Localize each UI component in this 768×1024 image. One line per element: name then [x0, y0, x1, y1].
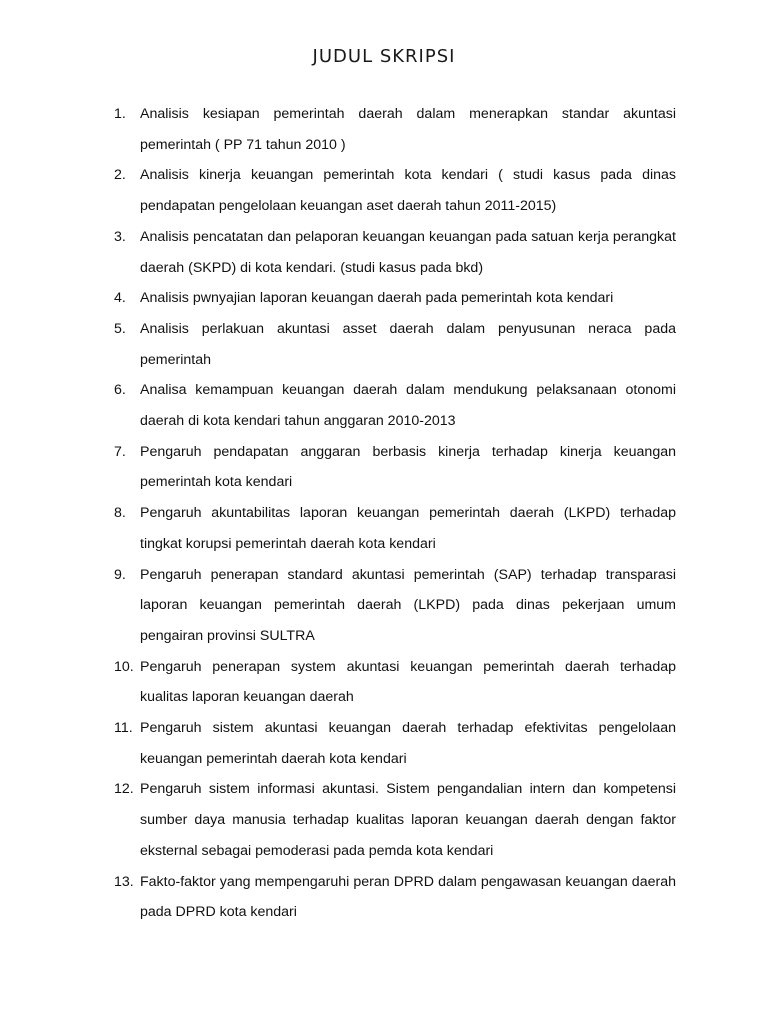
- list-item-number: 11.: [114, 720, 133, 737]
- list-item: [114, 652, 676, 713]
- list-item-text: Analisis kinerja keuangan pemerintah kota kendari ( studi kasus pada dinas pendapatan pengelolaan keuangan aset daerah tahun 2011-2015): [140, 167, 676, 215]
- list-item-number: 2.: [114, 167, 126, 184]
- list-item-number: 3.: [114, 228, 126, 245]
- list-item: [114, 867, 676, 928]
- list-item-text: Analisa kemampuan keuangan daerah dalam mendukung pelaksanaan otonomi daerah di kota kendari tahun anggaran 2010-2013: [140, 382, 676, 430]
- list-item-text: Pengaruh akuntabilitas laporan keuangan pemerintah daerah (LKPD) terhadap tingkat korupsi pemerintah daerah kota kendari: [140, 505, 676, 552]
- list-item-number: 12.: [114, 781, 134, 798]
- list-item-text: Analisis kesiapan pemerintah daerah dalam menerapkan standar akuntasi pemerintah ( PP 71 tahun 2010 ): [140, 106, 676, 153]
- list-item-number: 13.: [114, 873, 134, 890]
- list-item: [114, 314, 676, 375]
- thesis-title-list: [114, 99, 676, 928]
- list-item: [114, 283, 676, 314]
- list-item: [114, 222, 676, 283]
- list-item-number: 5.: [114, 320, 126, 337]
- list-item-text: Analisis perlakuan akuntasi asset daerah dalam penyusunan neraca pada pemerintah: [140, 320, 676, 368]
- list-item-number: 10.: [114, 658, 134, 675]
- list-item-text: Fakto-faktor yang mempengaruhi peran DPRD dalam pengawasan keuangan daerah pada DPRD kota kendari: [140, 873, 676, 921]
- list-item-number: 8.: [114, 505, 126, 522]
- list-item: [114, 99, 676, 160]
- list-item-text: Pengaruh sistem akuntasi keuangan daerah terhadap efektivitas pengelolaan keuangan pemerintah daerah kota kendari: [140, 720, 676, 767]
- list-item: [114, 437, 676, 498]
- list-item-text: Pengaruh pendapatan anggaran berbasis kinerja terhadap kinerja keuangan pemerintah kota kendari: [140, 443, 676, 491]
- list-item-number: 1.: [114, 106, 126, 122]
- list-item: [114, 498, 676, 559]
- list-item-number: 7.: [114, 443, 126, 460]
- page-title: JUDUL SKRIPSI: [312, 46, 456, 67]
- list-item: [114, 560, 676, 652]
- list-item: [114, 160, 676, 221]
- list-item-number: 6.: [114, 382, 126, 399]
- list-item-number: 9.: [114, 566, 126, 583]
- list-item: [114, 375, 676, 436]
- list-item-text: Analisis pencatatan dan pelaporan keuangan keuangan pada satuan kerja perangkat daerah (SKPD) di kota kendari. (studi kasus pada bkd): [140, 228, 676, 276]
- list-item: [114, 713, 676, 774]
- list-item-text: Pengaruh penerapan standard akuntasi pemerintah (SAP) terhadap transparasi laporan keuangan pemerintah daerah (LKPD) pada dinas pekerjaan umum pengairan provinsi SULTRA: [140, 566, 676, 644]
- list-item-text: Pengaruh penerapan system akuntasi keuangan pemerintah daerah terhadap kualitas laporan keuangan daerah: [140, 658, 676, 706]
- list-item: [114, 774, 676, 866]
- list-item-text: Pengaruh sistem informasi akuntasi. Sistem pengandalian intern dan kompetensi sumber daya manusia terhadap kualitas laporan keuangan daerah dengan faktor eksternal sebagai pemoderasi pada pemda kota kendari: [140, 781, 676, 859]
- list-item-number: 4.: [114, 290, 126, 307]
- list-item-text: Analisis pwnyajian laporan keuangan daerah pada pemerintah kota kendari: [140, 290, 614, 307]
